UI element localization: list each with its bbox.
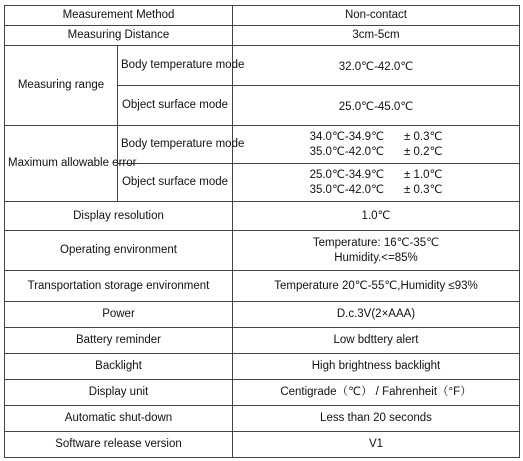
sublabel-range-object: Object surface mode (118, 86, 233, 126)
label-measuring-distance: Measuring Distance (5, 26, 233, 46)
error-range: 35.0℃-42.0℃ (309, 145, 384, 158)
value-measuring-distance: 3cm-5cm (233, 26, 520, 46)
label-software-version: Software release version (5, 432, 233, 458)
table-row (5, 202, 520, 231)
table-row (5, 354, 520, 380)
sublabel-error-object: Object surface mode (118, 164, 233, 202)
table-row (5, 6, 520, 26)
value-display-unit: Centigrade（℃） / Fahrenheit（°F） (233, 380, 520, 406)
table-row (5, 380, 520, 406)
value-backlight: High brightness backlight (233, 354, 520, 380)
table-row (5, 328, 520, 354)
operating-temperature: Temperature: 16℃-35℃ (312, 237, 440, 250)
table-row (5, 271, 520, 302)
value-range-object: 25.0℃-45.0℃ (233, 86, 520, 126)
value-measurement-method: Non-contact (233, 6, 520, 26)
label-operating-environment: Operating environment (5, 231, 233, 271)
sublabel-error-body: Body temperature mode (118, 126, 233, 164)
error-range: 34.0℃-34.9℃ (309, 131, 384, 144)
table-row (5, 432, 520, 458)
value-error-body (233, 126, 520, 164)
error-object-line-1 (236, 168, 516, 182)
table-row (5, 231, 520, 271)
label-display-unit: Display unit (5, 380, 233, 406)
label-backlight: Backlight (5, 354, 233, 380)
error-tolerance: ± 0.2℃ (404, 145, 443, 158)
value-range-body: 32.0℃-42.0℃ (233, 46, 520, 86)
table-row (5, 46, 520, 86)
table-row (5, 126, 520, 164)
error-tolerance: ± 0.3℃ (404, 183, 443, 196)
error-body-line-2 (236, 145, 516, 159)
error-body-line-1 (236, 130, 516, 144)
label-measurement-method: Measurement Method (5, 6, 233, 26)
error-object-line-2 (236, 183, 516, 197)
table-row (5, 302, 520, 328)
value-transport-storage: Temperature 20℃-55℃,Humidity ≤93% (233, 271, 520, 302)
table-row (5, 26, 520, 46)
label-battery-reminder: Battery reminder (5, 328, 233, 354)
value-error-object (233, 164, 520, 202)
operating-humidity: Humidity.<=85% (334, 251, 418, 264)
label-automatic-shutdown: Automatic shut-down (5, 406, 233, 432)
value-automatic-shutdown: Less than 20 seconds (233, 406, 520, 432)
error-tolerance: ± 1.0℃ (404, 169, 443, 182)
value-power: D.c.3V(2×AAA) (233, 302, 520, 328)
spec-table (4, 5, 520, 458)
label-measuring-range: Measuring range (5, 46, 118, 126)
label-maximum-error: Maximum allowable error (5, 126, 118, 202)
label-transport-storage: Transportation storage environment (5, 271, 233, 302)
table-row (5, 406, 520, 432)
value-battery-reminder: Low bdttery alert (233, 328, 520, 354)
value-display-resolution: 1.0℃ (233, 202, 520, 231)
error-tolerance: ± 0.3℃ (404, 131, 443, 144)
error-range: 35.0℃-42.0℃ (309, 183, 384, 196)
label-power: Power (5, 302, 233, 328)
value-software-version: V1 (233, 432, 520, 458)
sublabel-range-body: Body temperature mode (118, 46, 233, 86)
error-range: 25.0℃-34.9℃ (309, 169, 384, 182)
label-display-resolution: Display resolution (5, 202, 233, 231)
value-operating-environment (233, 231, 520, 271)
